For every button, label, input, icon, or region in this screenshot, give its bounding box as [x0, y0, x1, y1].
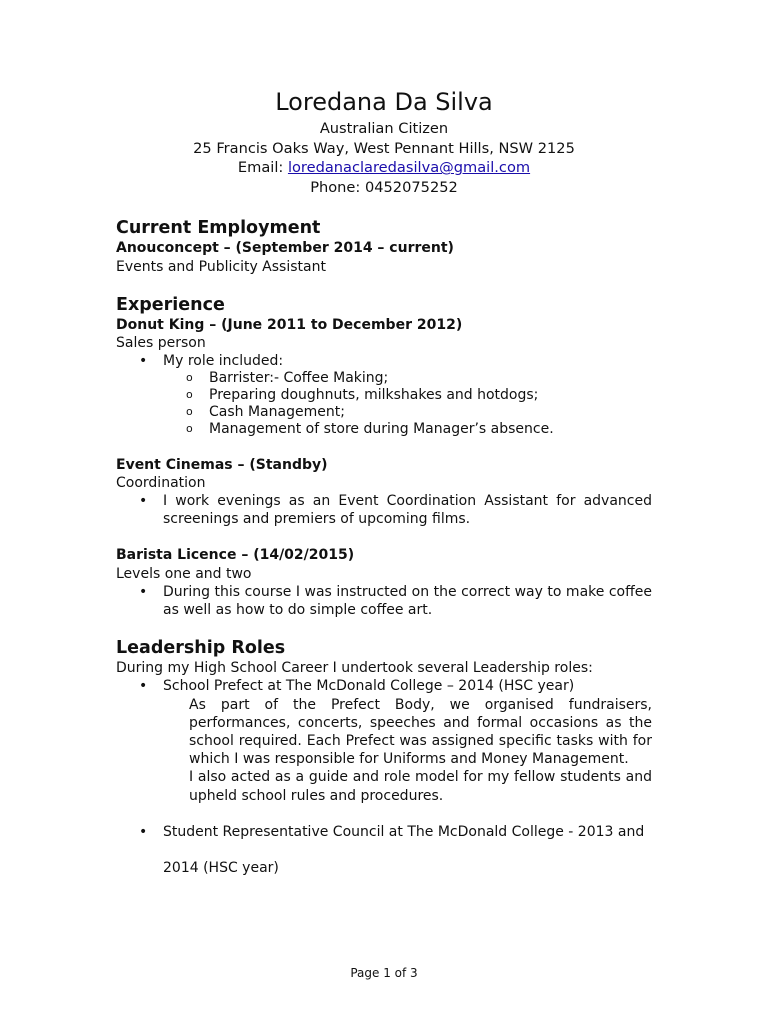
sub-list-item: o Management of store during Manager’s absence. — [116, 421, 652, 438]
prefect-description-2: I also acted as a guide and role model for my fellow students and upheld school rules and procedures. — [189, 769, 652, 804]
list-item: • During this course I was instructed on the correct way to make coffee as well as how to do simple coffee art. — [116, 583, 652, 619]
sub-list-item: o Preparing doughnuts, milkshakes and hotdogs; — [116, 387, 652, 404]
person-name: Loredana Da Silva — [275, 88, 493, 116]
sub-list-item: o Barrister:- Coffee Making; — [116, 370, 652, 387]
donut-king-title: Donut King – (June 2011 to December 2012) — [116, 316, 463, 333]
src-line-2: 2014 (HSC year) — [163, 860, 279, 877]
current-job-role: Events and Publicity Assistant — [116, 258, 326, 275]
donut-king-list — [116, 352, 652, 370]
address: 25 Francis Oaks Way, West Pennant Hills, NSW 2125 — [193, 139, 575, 157]
src-list — [116, 823, 652, 877]
event-cinemas-title: Event Cinemas – (Standby) — [116, 456, 328, 473]
barista-list — [116, 583, 652, 619]
current-job-title: Anouconcept – (September 2014 – current) — [116, 240, 454, 257]
sub-list-item: o Cash Management; — [116, 404, 652, 421]
barista-title: Barista Licence – (14/02/2015) — [116, 547, 355, 564]
leadership-heading: Leadership Roles — [116, 638, 286, 659]
experience-heading: Experience — [116, 294, 225, 315]
page-number: Page 1 of 3 — [350, 966, 418, 980]
list-item: • My role included: — [116, 352, 652, 370]
prefect-description: As part of the Prefect Body, we organised fundraisers, performances, concerts, speeches and formal occasions as the school required. Each Prefect was assigned specific tasks with for which I was responsible for Uniforms and Money Management. — [189, 696, 652, 768]
leadership-intro: During my High School Career I undertook several Leadership roles: — [116, 660, 593, 677]
phone: Phone: 0452075252 — [310, 178, 458, 196]
email-line — [116, 158, 652, 178]
list-item — [116, 823, 652, 877]
email-link[interactable]: loredanaclaredasilva@gmail.com — [287, 159, 531, 177]
leadership-list — [116, 677, 652, 695]
list-item: • I work evenings as an Event Coordination Assistant for advanced screenings and premiers of upcoming films. — [116, 492, 652, 528]
event-cinemas-list — [116, 492, 652, 528]
list-item: • School Prefect at The McDonald College – 2014 (HSC year) — [116, 677, 652, 695]
current-employment-heading: Current Employment — [116, 218, 321, 239]
email-label: Email: — [237, 159, 288, 177]
citizenship: Australian Citizen — [319, 120, 449, 137]
resume-content — [116, 88, 652, 877]
donut-king-sub-list — [116, 370, 652, 437]
donut-king-role: Sales person — [116, 334, 206, 351]
resume-header — [116, 88, 652, 197]
barista-role: Levels one and two — [116, 565, 252, 582]
event-cinemas-role: Coordination — [116, 474, 206, 491]
src-line-1: Student Representative Council at The McDonald College - 2013 and — [163, 823, 645, 840]
